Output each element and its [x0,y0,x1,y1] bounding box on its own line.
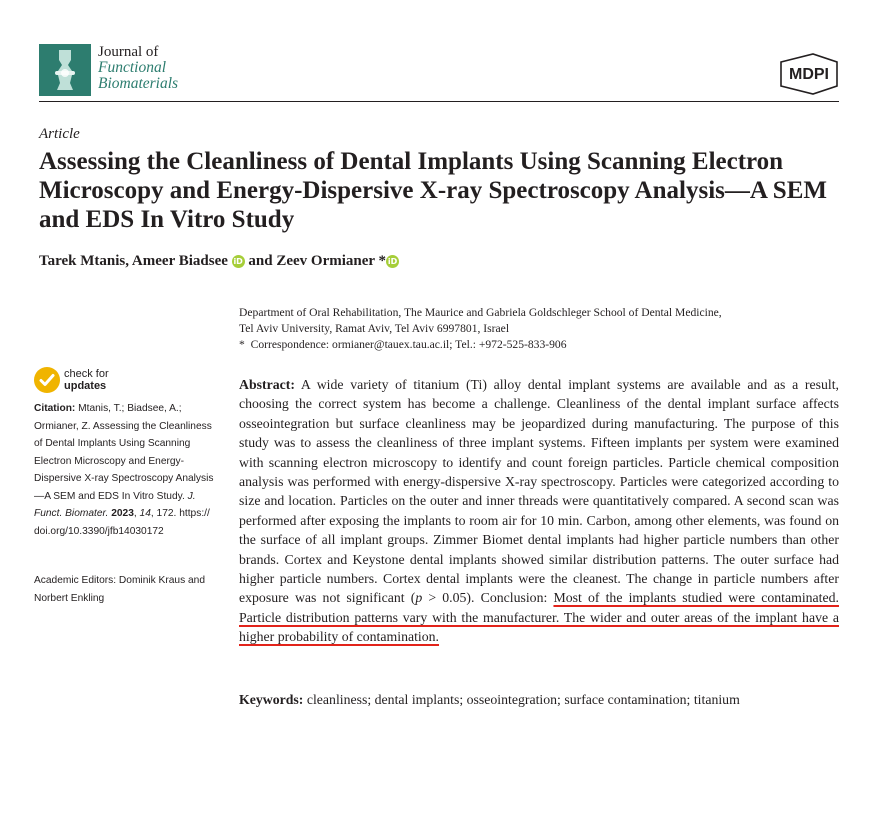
check-updates-icon [34,367,60,393]
citation-block: Citation: Mtanis, T.; Biadsee, A.; Ormianer, Z. Assessing the Cleanliness of Dental Implants Using Scanning Electron Microscopy and Energy-Dispersive X-ray Spectroscopy Analysis—A SEM and EDS In Vitro Study. J. Funct. Biomater. 2023, 14, 172. https://doi.org/10.3390/jfb14030172 [34,403,214,537]
check-updates-line2: updates [64,380,107,392]
journal-name-line2: Functional [98,59,167,76]
affiliation-line1: Department of Oral Rehabilitation, The Maurice and Gabriela Goldschleger School of Dental Medicine, [239,306,722,319]
journal-name [98,44,178,92]
journal-name-line1: Journal of [98,44,159,60]
mdpi-logo [773,52,839,96]
affiliation-line2: Tel Aviv University, Ramat Aviv, Tel Aviv 6997801, Israel [239,322,510,335]
highlighted-conclusion: Most of the implants studied were contaminated. Particle distribution patterns vary with the manufacturer. The wider and outer areas of the implant have a higher probability of contamination. [239,590,839,645]
abstract [239,375,839,647]
affiliation [239,305,839,353]
article-type: Article [39,126,80,142]
citation-label: Citation: [34,403,76,414]
orcid-icon[interactable]: iD [387,257,398,266]
header-rule [39,101,839,102]
orcid-icon[interactable]: iD [233,257,243,266]
citation-pages: , 172. [150,508,177,519]
citation-doi-link[interactable]: https://doi.org/10.3390/jfb14030172 [34,508,210,537]
check-updates-label [64,368,109,392]
keywords-list: cleanliness; dental implants; osseointegration; surface contamination; titanium [306,692,740,707]
academic-editors: Academic Editors: Dominik Kraus and Norbert Enkling [34,575,205,604]
correspondence-text: Correspondence: ormianer@tauex.tau.ac.il; Tel.: +972-525-833-906 [250,338,567,351]
abstract-label: Abstract: [239,377,295,392]
article-title: Assessing the Cleanliness of Dental Implants Using Scanning Electron Microscopy and Energy-Dispersive X-ray Spectroscopy Analysis—A SEM and EDS In Vitro Study [39,148,827,233]
journal-name-line3: Biomaterials [98,75,179,92]
citation-text: Mtanis, T.; Biadsee, A.; Ormianer, Z. Assessing the Cleanliness of Dental Implants Using Scanning Electron Microscopy and Energy-Dispersive X-ray Spectroscopy Analysis—A SEM and EDS In Vitro Study. [34,403,214,502]
corresponding-mark: * [378,253,387,269]
keywords-label: Keywords: [239,692,304,707]
author-names-1: Tarek Mtanis, Ameer Biadsee [39,253,228,269]
journal-logo [39,44,91,96]
check-updates-line1: check for [64,368,109,380]
mdpi-logo-text: MDPI [789,66,829,83]
citation-journal: J. Funct. Biomater. [34,490,196,519]
abstract-conclusion-lead: > 0.05). Conclusion: [422,590,554,606]
keywords [239,692,740,708]
citation-volume: 14 [139,508,151,519]
author-names-2: and Zeev Ormianer [248,253,375,269]
correspondence-mark: * [239,338,245,351]
abstract-body: A wide variety of titanium (Ti) alloy dental implant systems are available and as a result, choosing the correct system has become a challenge. Cleanliness of the dental implant surface affects osseointegration but surface cleanliness may be jeopardized during manufacturing. The purpose of this study was to assess the cleanliness of three implant systems. Fifteen implants per system were examined with scanning electron microscopy to identify and count foreign particles. Particle chemical composition analysis was performed with energy-dispersive X-ray spectroscopy. Particles were categorized according to size and location. Particles on the outer and inner threads were quantitatively compared. A second scan was performed after exposing the implants to room air for 10 min. Carbon, among other elements, was found on the surface of all implant groups. Zimmer Biomet dental implants had higher particle numbers than other brands. Cortex and Keystone dental implants showed similar distribution patterns. The outer surface had higher particle numbers. Cortex dental implants were the cleanest. The change in particle numbers after exposure was not significant ( [239,377,839,606]
correspondence [239,337,839,353]
author-list [39,253,399,270]
citation-year: 2023 [111,508,134,519]
p-value-symbol: p [415,590,423,606]
